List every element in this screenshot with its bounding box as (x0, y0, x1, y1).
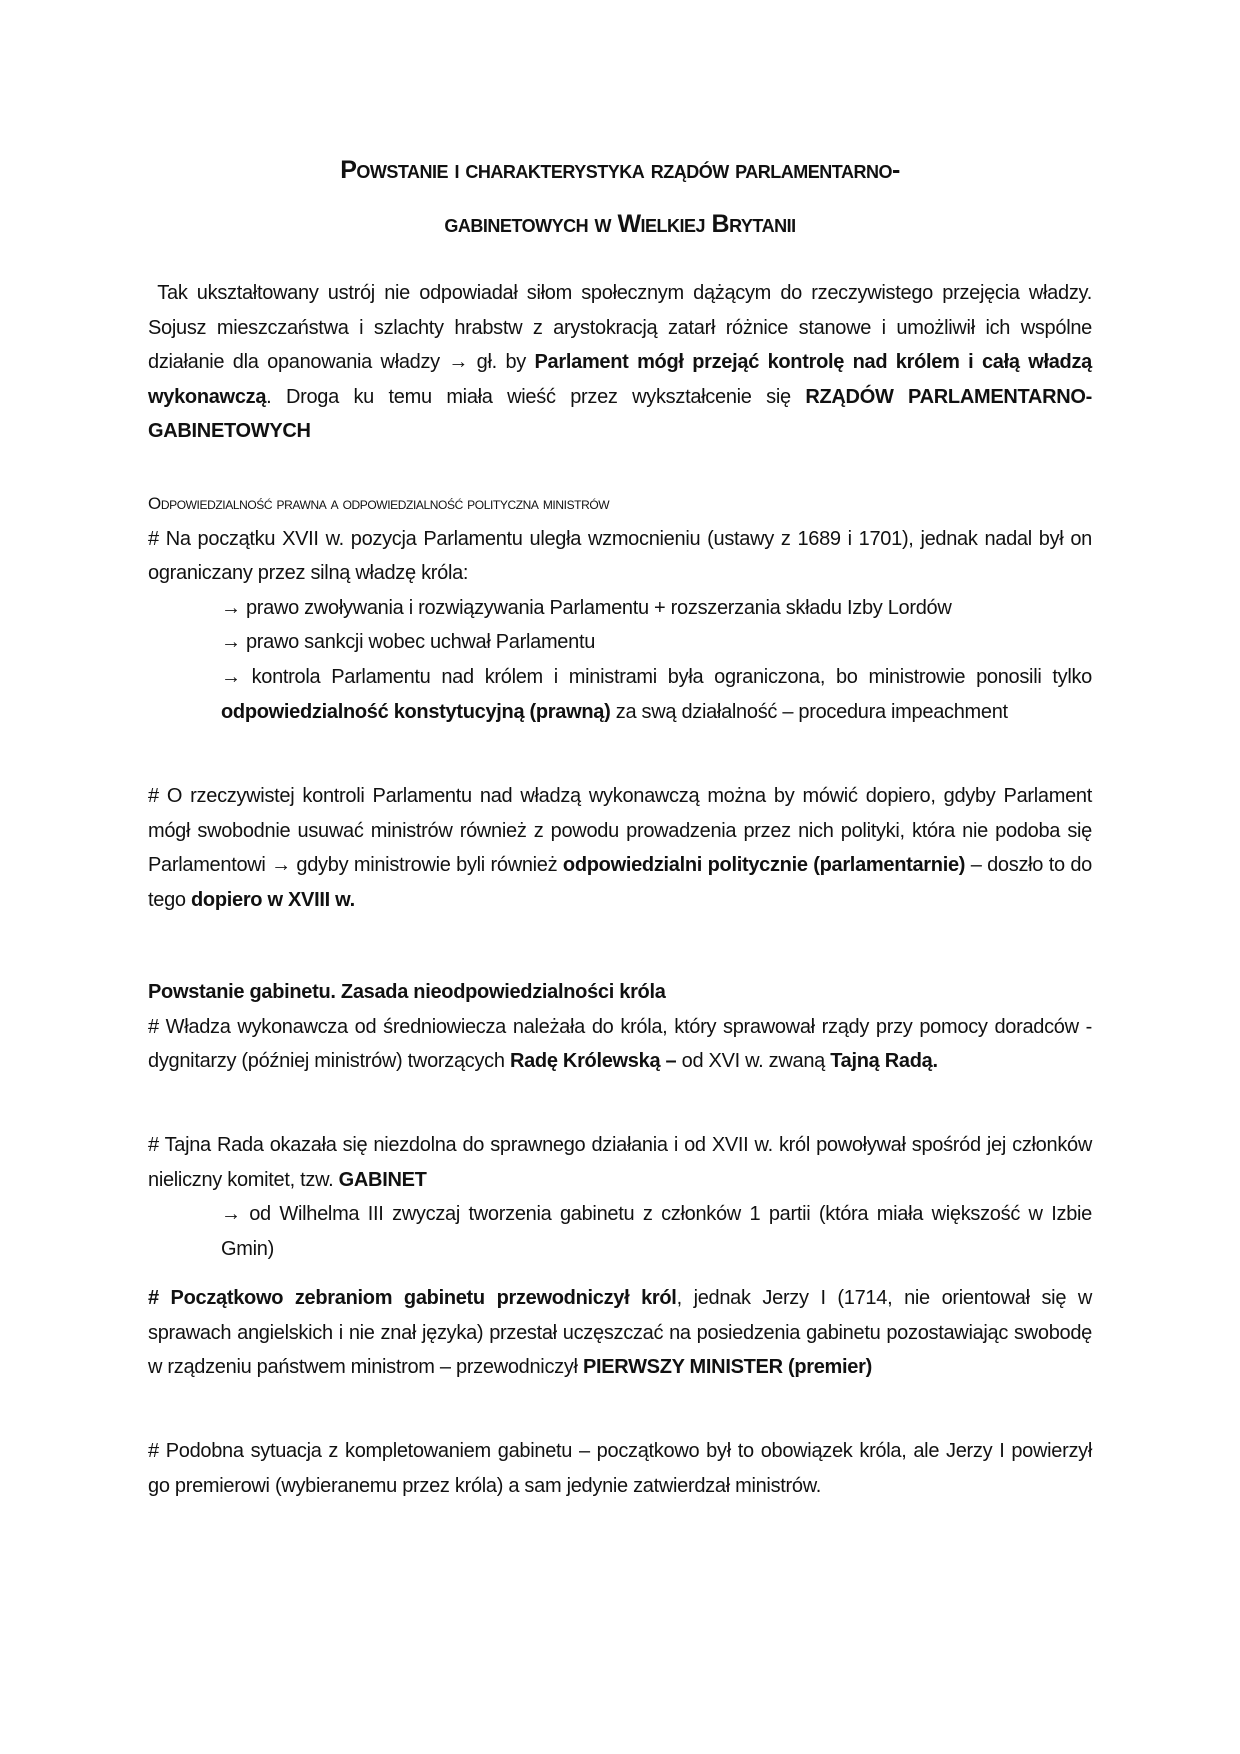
text: # Władza wykonawcza od średniowiecza należała do króla, który sprawował rządy przy pomocy doradców - dygnitarzy (później ministrów) tworzących (148, 1015, 1092, 1073)
bold-text: Radę Królewską – (509, 1050, 677, 1073)
bold-text: odpowiedzialni politycznie (parlamentarnie) (562, 854, 966, 877)
bold-text: RZĄDÓW PARLAMENTARNO-GABINETOWYCH (148, 385, 1092, 443)
bold-text: GABINET (338, 1168, 427, 1191)
text: # O rzeczywistej kontroli Parlamentu nad władzą wykonawczą można by mówić dopiero, gdyby Parlament mógł swobodnie usuwać ministrów również z powodu prowadzenia przez nich polityki, która nie podoba się Parlamentowi → gdyby ministrowie byli również (148, 785, 1092, 877)
paragraph (148, 625, 1092, 660)
paragraph (148, 276, 1092, 449)
text: , jednak Jerzy I (1714, nie orientował się w sprawach angielskich i nie znał języka) przestał uczęszczać na posiedzenia gabinetu pozostawiając swobodę w rządzeniu państwem ministrom – przewodniczył (148, 1287, 1093, 1379)
document-title-line-1: Powstanie i charakterystyka rządów parlamentarno- (340, 156, 900, 184)
text: od XVI w. zwaną (676, 1050, 831, 1073)
bold-text: dopiero w XVIII w. (190, 888, 355, 911)
bold-text: Parlament mógł przejąć kontrolę nad królem i całą władzą wykonawczą (148, 351, 1092, 408)
bold-text: odpowiedzialność konstytucyjną (prawną) (221, 700, 611, 723)
bold-text: Tajną Radą. (830, 1050, 938, 1073)
paragraph (148, 779, 1092, 917)
bold-text: Powstanie gabinetu. Zasada nieodpowiedzialności króla (148, 981, 666, 1003)
section-real-control (148, 779, 1092, 917)
paragraph (148, 1128, 1092, 1197)
text: – doszło to do tego (148, 854, 1092, 911)
section-cabinet-forming (148, 1434, 1092, 1503)
text: # Tajna Rada okazała się niezdolna do sprawnego działania i od XVII w. król powoływał spośród jej członków nieliczny komitet, tzw. (148, 1134, 1092, 1191)
bold-text: PIERWSZY MINISTER (premier) (582, 1356, 872, 1379)
paragraph (148, 1010, 1092, 1079)
paragraph (148, 660, 1092, 729)
section-heading: Odpowiedzialność prawna a odpowiedzialność polityczna ministrów (148, 494, 610, 513)
text: # Na początku XVII w. pozycja Parlamentu uległa wzmocnieniu (ustawy z 1689 i 1701), jednak nadal był on ograniczany przez silną władzę króla: (148, 527, 1092, 585)
paragraph (148, 591, 1092, 626)
text: za swą działalność – procedura impeachment (610, 700, 1008, 723)
paragraph (148, 1197, 1092, 1266)
section-privy-council (148, 1128, 1092, 1266)
section-prime-minister (148, 1281, 1092, 1385)
text: → prawo sankcji wobec uchwał Parlamentu (221, 631, 596, 654)
paragraph (148, 975, 1092, 1010)
section-responsibility (148, 487, 1092, 729)
text: → od Wilhelma III zwyczaj tworzenia gabinetu z członków 1 partii (która miała większość w Izbie Gmin) (221, 1203, 1092, 1260)
text: → kontrola Parlamentu nad królem i ministrami była ograniczona, bo ministrowie ponosili tylko (221, 665, 1092, 688)
text: . Droga ku temu miała wieść przez wykształcenie się (266, 385, 806, 408)
text: Tak ukształtowany ustrój nie odpowiadał siłom społecznym dążącym do rzeczywistego przejęcia władzy. Sojusz mieszczaństwa i szlachty hrabstw z arystokracją zatarł różnice stanowe i umożliwił ich wspólne działanie dla opanowania władzy → gł. by (148, 282, 1092, 374)
text: → prawo zwoływania i rozwiązywania Parlamentu + rozszerzania składu Izby Lordów (221, 596, 952, 619)
section-cabinet-origin (148, 975, 1092, 1079)
bold-text: # Początkowo zebraniom gabinetu przewodniczył król (148, 1287, 677, 1309)
paragraph (148, 522, 1092, 591)
paragraph (148, 1281, 1092, 1385)
document-title-line-2: gabinetowych w Wielkiej Brytanii (444, 210, 796, 238)
section-intro (148, 276, 1092, 449)
text: # Podobna sytuacja z kompletowaniem gabinetu – początkowo był to obowiązek króla, ale Jerzy I powierzył go premierowi (wybieranemu przez króla) a sam jedynie zatwierdzał ministrów. (148, 1440, 1092, 1497)
paragraph (148, 1434, 1092, 1503)
